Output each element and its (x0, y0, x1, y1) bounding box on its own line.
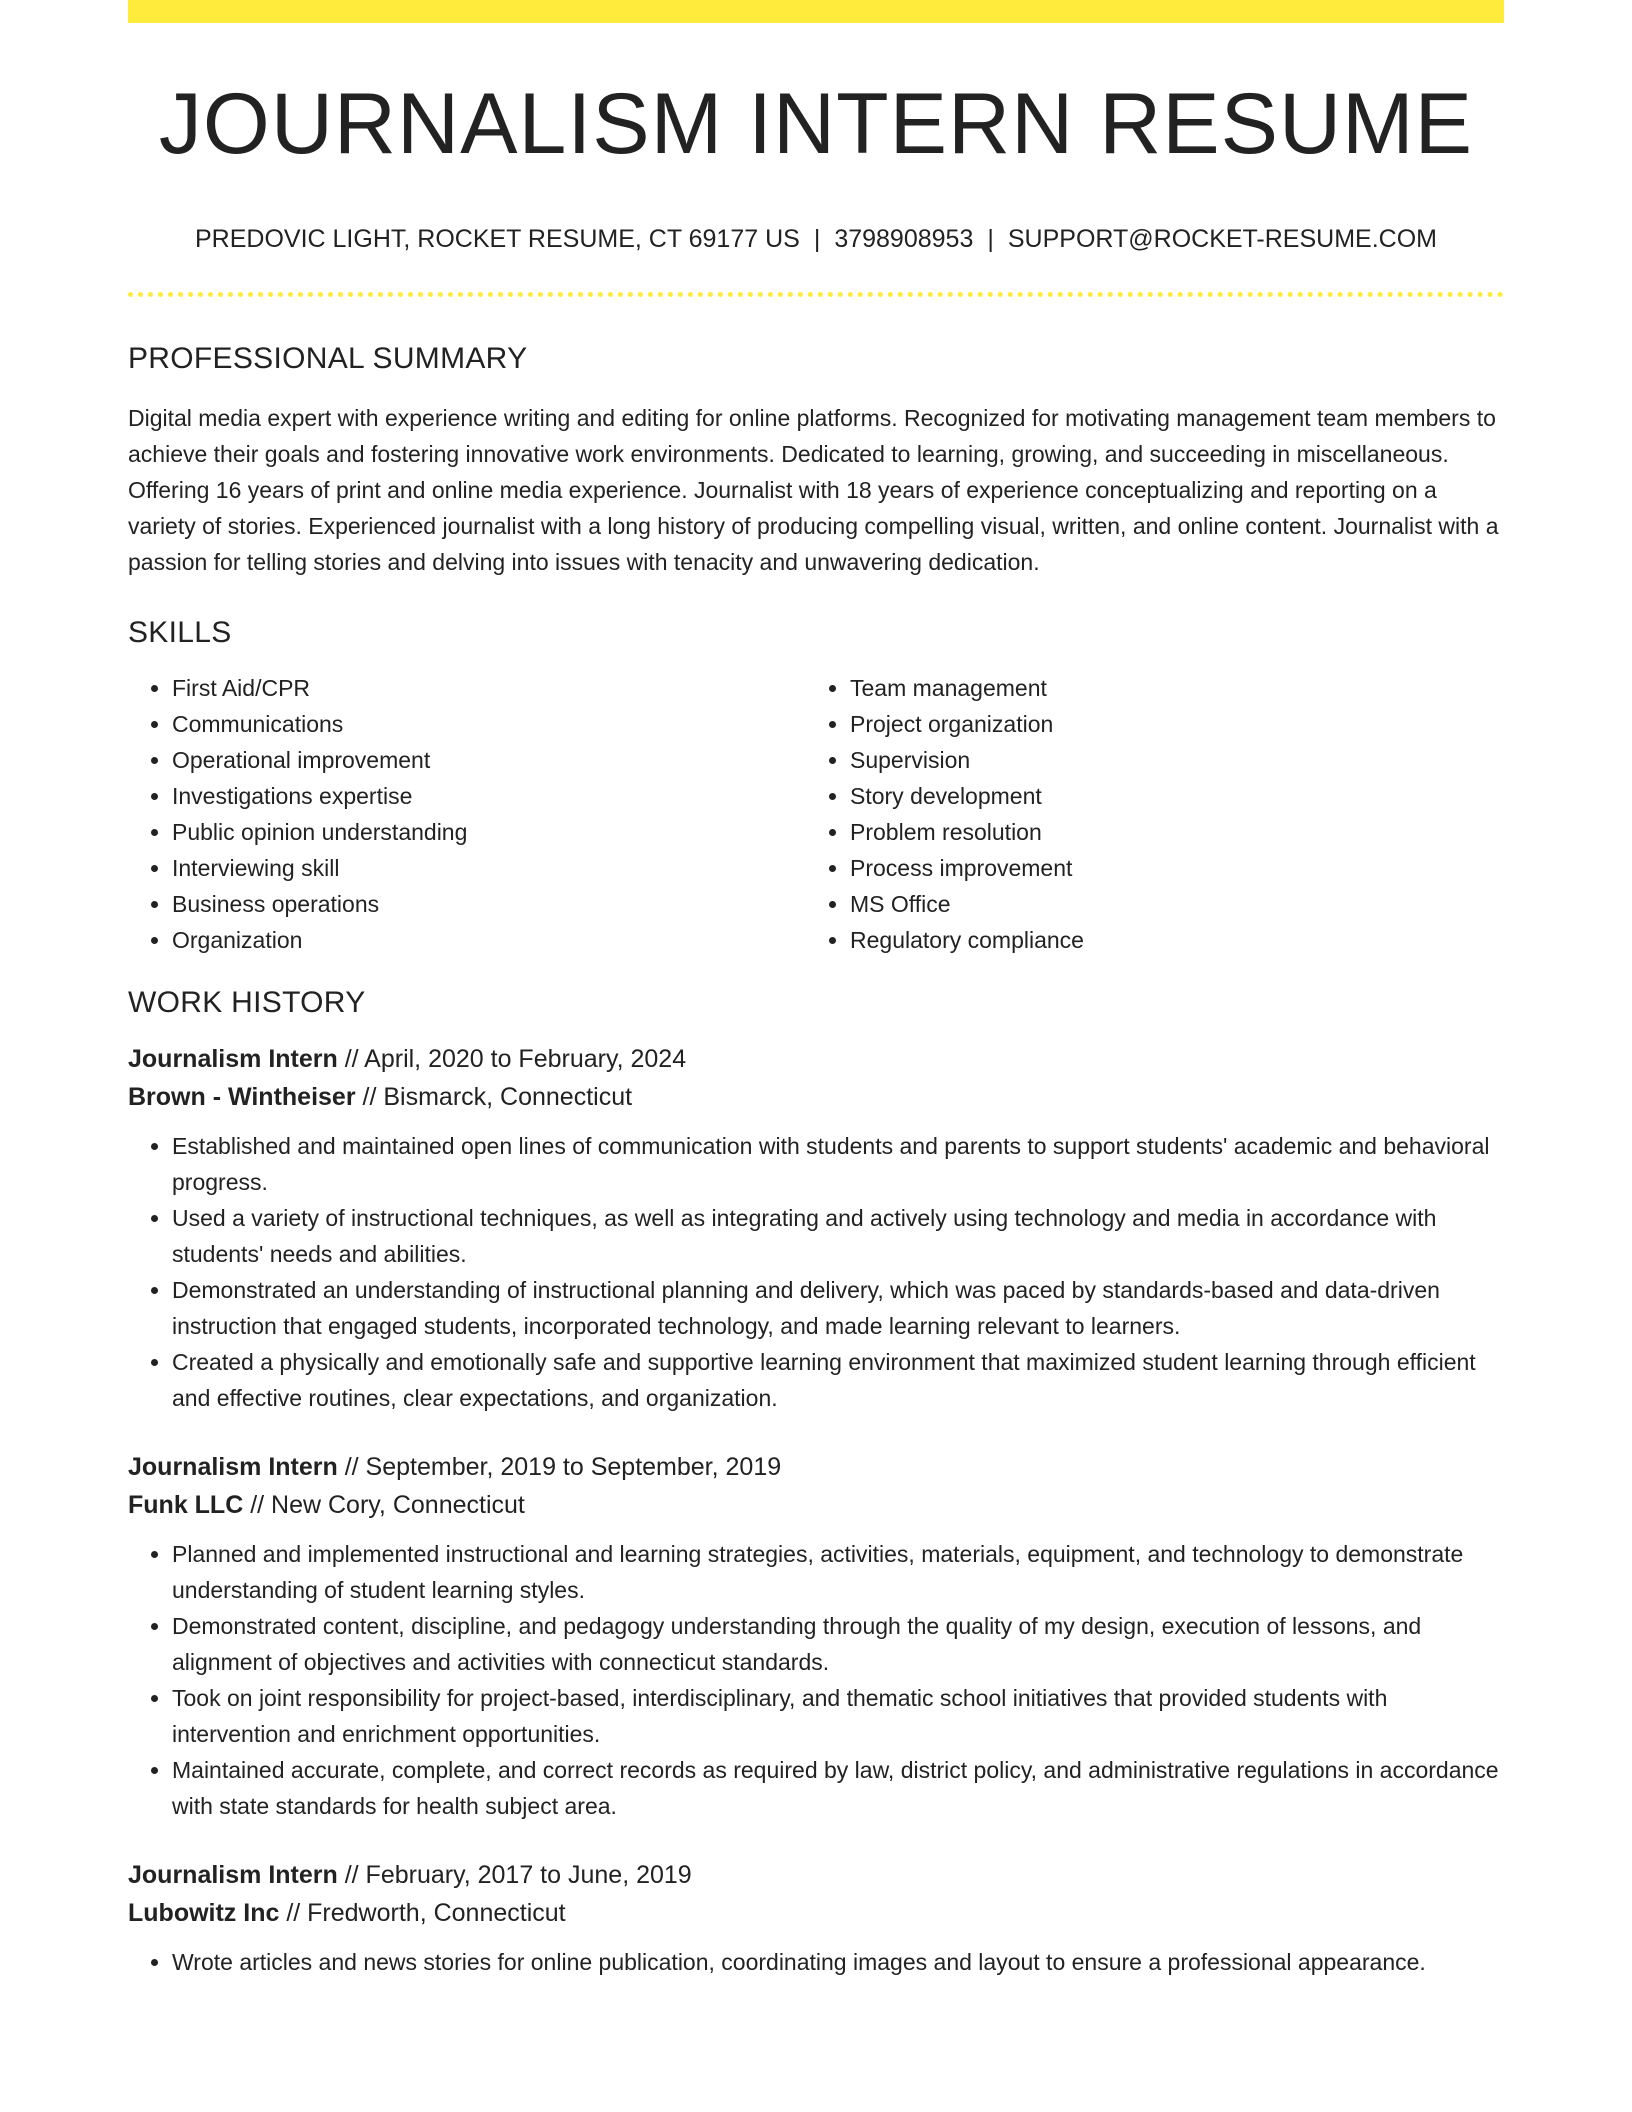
skill-item: • Problem resolution (850, 814, 1484, 850)
job-company-line (128, 1894, 1504, 1932)
skill-item: • Team management (850, 670, 1484, 706)
job-bullet: • Demonstrated content, discipline, and pedagogy understanding through the quality of my design, execution of lessons, and alignment of objectives and activities with connecticut standards. (172, 1608, 1504, 1680)
job-entry (128, 1040, 1504, 1416)
contact-phone: 3798908953 (834, 225, 974, 253)
job-dates: // September, 2019 to September, 2019 (337, 1453, 782, 1481)
dotted-divider (128, 292, 1504, 297)
skill-item: • First Aid/CPR (172, 670, 806, 706)
job-title: Journalism Intern (128, 1861, 338, 1889)
skill-item: • Interviewing skill (172, 850, 806, 886)
skill-item: • Supervision (850, 742, 1484, 778)
job-title-line (128, 1040, 1504, 1078)
skill-item: • Communications (172, 706, 806, 742)
job-entry (128, 1448, 1504, 1824)
resume-title: JOURNALISM INTERN RESUME (158, 76, 1474, 172)
job-company-line (128, 1078, 1504, 1116)
job-company: Funk LLC (128, 1491, 244, 1519)
work-history-heading: WORK HISTORY (128, 986, 366, 1019)
skill-item: • Public opinion understanding (172, 814, 806, 850)
job-bullets (128, 1944, 1504, 1980)
contact-line (128, 227, 1504, 252)
job-title: Journalism Intern (128, 1045, 338, 1073)
summary-heading: PROFESSIONAL SUMMARY (128, 342, 528, 375)
skill-item: • Business operations (172, 886, 806, 922)
job-entry (128, 1856, 1504, 1980)
job-title: Journalism Intern (128, 1453, 338, 1481)
job-bullet: • Used a variety of instructional techniques, as well as integrating and actively using technology and media in accordance with students' needs and abilities. (172, 1200, 1504, 1272)
skill-item: • Project organization (850, 706, 1484, 742)
contact-separator: | (813, 225, 821, 253)
job-bullet: • Created a physically and emotionally safe and supportive learning environment that maximized student learning through efficient and effective routines, clear expectations, and organization. (172, 1344, 1504, 1416)
resume-page (128, 0, 1504, 1980)
job-bullet: • Planned and implemented instructional and learning strategies, activities, materials, equipment, and technology to demonstrate understanding of student learning styles. (172, 1536, 1504, 1608)
skill-item: • Regulatory compliance (850, 922, 1484, 958)
job-bullet: • Established and maintained open lines of communication with students and parents to support students' academic and behavioral progress. (172, 1128, 1504, 1200)
job-bullet: • Demonstrated an understanding of instructional planning and delivery, which was paced by standards-based and data-driven instruction that engaged students, incorporated technology, and made learning relevant to learners. (172, 1272, 1504, 1344)
job-title-line (128, 1856, 1504, 1894)
skill-item: • Investigations expertise (172, 778, 806, 814)
job-dates: // February, 2017 to June, 2019 (337, 1861, 692, 1889)
job-location: // New Cory, Connecticut (243, 1491, 525, 1519)
skills-heading: SKILLS (128, 616, 232, 649)
job-company: Lubowitz Inc (128, 1899, 280, 1927)
skills-columns (128, 670, 1504, 958)
skill-item: • Process improvement (850, 850, 1484, 886)
job-dates: // April, 2020 to February, 2024 (337, 1045, 687, 1073)
skill-item: • Story development (850, 778, 1484, 814)
skills-left-list (128, 670, 806, 958)
skill-item: • Organization (172, 922, 806, 958)
job-title-line (128, 1448, 1504, 1486)
job-bullets (128, 1536, 1504, 1824)
job-bullet: • Wrote articles and news stories for online publication, coordinating images and layout to ensure a professional appearance. (172, 1944, 1504, 1980)
summary-text: Digital media expert with experience writing and editing for online platforms. Recognized for motivating management team members to achieve their goals and fostering innovative work environments. Dedicated to learning, growing, and succeeding in miscellaneous. Offering 16 years of print and online media experience. Journalist with 18 years of experience conceptualizing and reporting on a variety of stories. Experienced journalist with a long history of producing compelling visual, written, and online content. Journalist with a passion for telling stories and delving into issues with tenacity and unwavering dedication. (128, 405, 1499, 575)
contact-email: SUPPORT@ROCKET-RESUME.COM (1007, 225, 1437, 253)
job-company: Brown - Wintheiser (128, 1083, 356, 1111)
job-location: // Bismarck, Connecticut (355, 1083, 633, 1111)
skill-item: • Operational improvement (172, 742, 806, 778)
job-location: // Fredworth, Connecticut (279, 1899, 566, 1927)
top-accent-bar (128, 0, 1504, 23)
contact-separator: | (987, 225, 994, 253)
job-bullet: • Took on joint responsibility for project-based, interdisciplinary, and thematic school initiatives that provided students with intervention and enrichment opportunities. (172, 1680, 1504, 1752)
skills-right-list (806, 670, 1484, 958)
job-bullet: • Maintained accurate, complete, and correct records as required by law, district policy, and administrative regulations in accordance with state standards for health subject area. (172, 1752, 1504, 1824)
job-company-line (128, 1486, 1504, 1524)
contact-address: PREDOVIC LIGHT, ROCKET RESUME, CT 69177 US (195, 225, 800, 253)
job-bullets (128, 1128, 1504, 1416)
skill-item: • MS Office (850, 886, 1484, 922)
